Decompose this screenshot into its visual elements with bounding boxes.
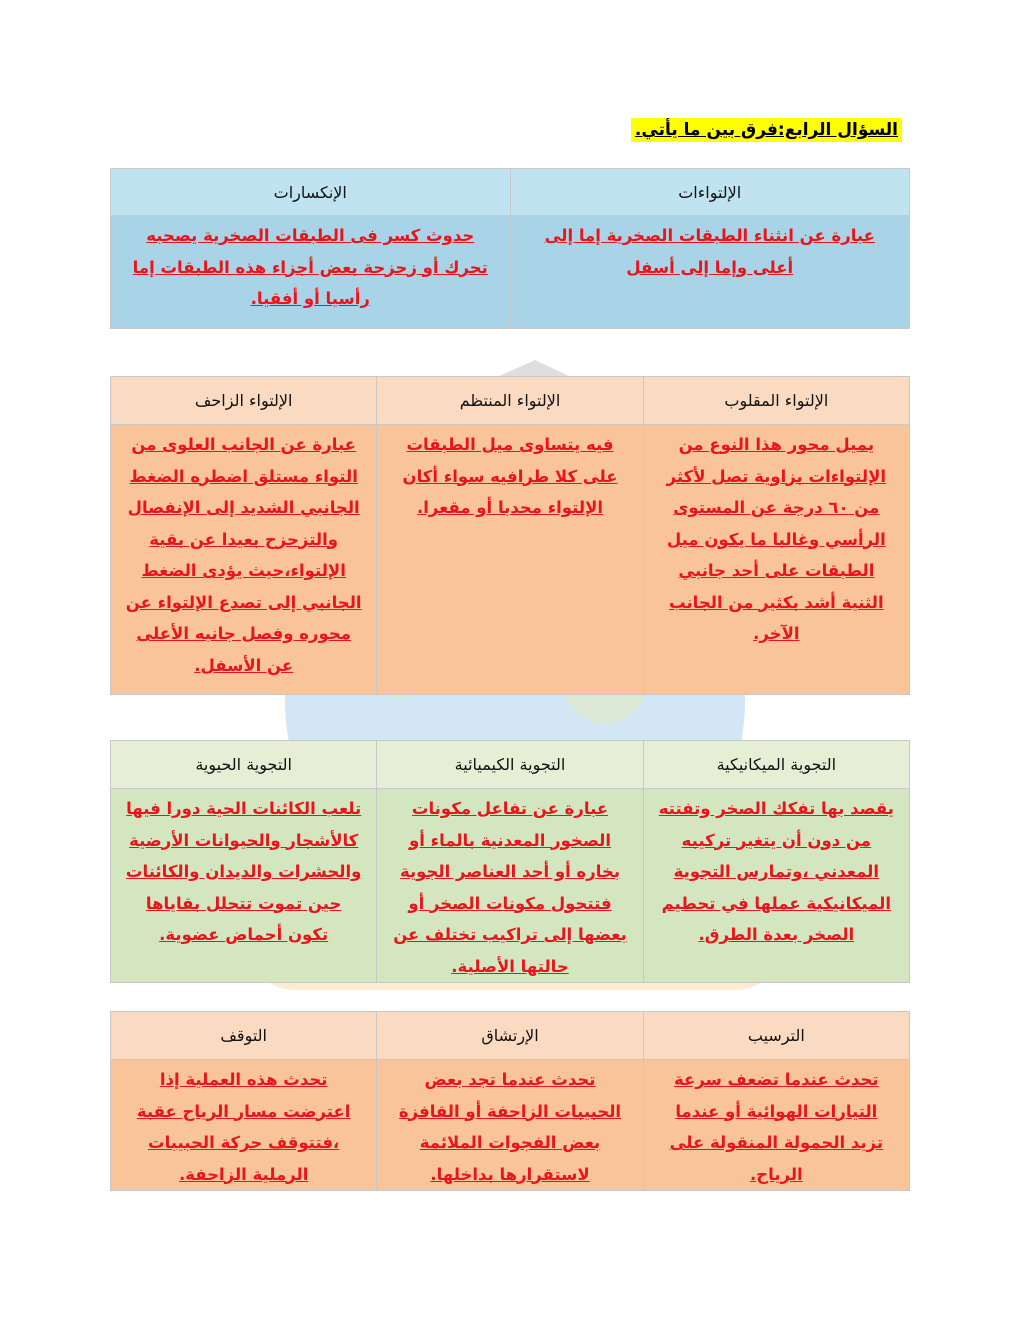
definition-biological-weathering: تلعب الكائنات الحية دورا فيها كالأشجار والحيوانات الأرضية والحشرات والديدان والكائنات حين تموت تتحلل بقاياها تكون أحماض عضوية. (111, 789, 377, 983)
header-biological-weathering: التجوية الحيوية (111, 741, 377, 789)
definition-deposition: تحدث عندما تضعف سرعة التيارات الهوائية أو عندما تزيد الحمولة المنقولة على الرياح. (643, 1060, 909, 1191)
deposition-table (110, 1011, 910, 1191)
definition-stoppage: تحدث هذه العملية إذا اعترضت مسار الرياح عقبة ،فتتوقف حركة الحبيبات الرملية الزاحفة. (111, 1060, 377, 1191)
table-header-row (111, 741, 910, 789)
definition-chemical-weathering: عبارة عن تفاعل مكونات الصخور المعدنية بالماء أو بخاره أو أحد العناصر الجوية فتتحول مكونات الصخر أو بعضها إلى تراكيب تختلف عن حالتها الأصلية. (377, 789, 643, 983)
header-overturned-fold: الإلتواء المقلوب (643, 377, 909, 425)
definition-overturned-fold: يميل محور هذا النوع من الإلتواءات بزاوية تصل لأكثر من ٦٠ درجة عن المستوى الرأسي وغالبا ما يكون ميل الطبقات على أحد جانبي الثنية أشد بكثير من الجانب الآخر. (643, 425, 909, 695)
weathering-types-table (110, 740, 910, 983)
fold-types-table (110, 376, 910, 695)
definition-folds: عبارة عن انثناء الطبقات الصخرية إما إلى أعلى وإما إلى أسفل (510, 216, 910, 329)
folds-faults-table (110, 168, 910, 329)
table-row (111, 789, 910, 983)
table-row (111, 425, 910, 695)
header-thrust-fold: الإلتواء الزاحف (111, 377, 377, 425)
table-row (111, 1060, 910, 1191)
header-chemical-weathering: التجوية الكيميائية (377, 741, 643, 789)
definition-infiltration: تحدث عندما تجد بعض الحبيبات الزاحفة أو القافزة بعض الفجوات الملائمة لاستقرارها بداخلها. (377, 1060, 643, 1191)
definition-mechanical-weathering: يقصد بها تفكك الصخر وتفتته من دون أن يتغير تركيبه المعدني ،وتمارس التجوية الميكانيكية عملها في تحطيم الصخر بعدة الطرق. (643, 789, 909, 983)
table-header-row (111, 377, 910, 425)
question-title: السؤال الرابع:فرق بين ما يأتي. (631, 118, 902, 142)
header-symmetrical-fold: الإلتواء المنتظم (377, 377, 643, 425)
header-deposition: الترسيب (643, 1012, 909, 1060)
header-faults: الإنكسارات (111, 169, 511, 216)
table-row (111, 216, 910, 329)
header-folds: الإلتواءات (510, 169, 910, 216)
definition-thrust-fold: عبارة عن الجانب العلوى من التواء مستلق اضطره الضغط الجانبي الشديد إلى الإنفصال والتزحزح بعيدا عن بقية الإلتواء،حيث يؤدى الضغط الجانبي إلى تصدع الإلتواء عن محوره وفصل جانبه الأعلى عن الأسفل. (111, 425, 377, 695)
definition-faults: حدوث كسر فى الطبقات الصخرية يصحبه تحرك أو زحزحة بعض أجزاء هذه الطبقات إما رأسيا أو أفقيا. (111, 216, 511, 329)
table-header-row (111, 1012, 910, 1060)
header-infiltration: الإرتشاق (377, 1012, 643, 1060)
definition-symmetrical-fold: فيه يتساوى ميل الطبقات على كلا طرافيه سواء أكان الإلتواء محدبا أو مقعرا. (377, 425, 643, 695)
table-header-row (111, 169, 910, 216)
header-stoppage: التوقف (111, 1012, 377, 1060)
header-mechanical-weathering: التجوية الميكانيكية (643, 741, 909, 789)
